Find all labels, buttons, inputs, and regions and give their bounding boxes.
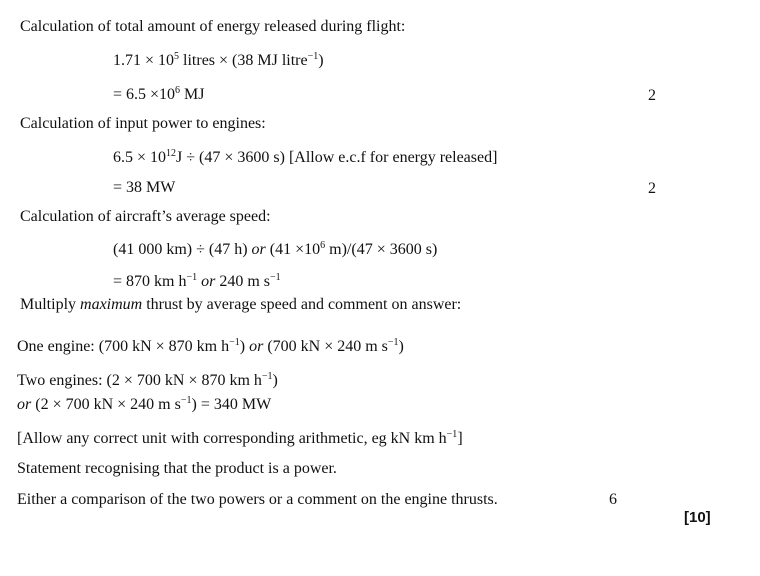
exponent: 6 — [175, 85, 181, 96]
text: Two engines: (2 × 700 kN × 870 km h — [17, 372, 262, 389]
speed-calculation-line — [113, 240, 437, 260]
power-result-line: = 38 MW — [113, 179, 176, 196]
text: ) = 340 MW — [191, 396, 272, 413]
text: = 870 km h — [113, 273, 187, 290]
text: (41 000 km) ÷ (47 h) — [113, 241, 252, 258]
text: thrust by average speed and comment on answer: — [142, 296, 462, 313]
text: 1.71 × 10 — [113, 52, 175, 69]
allow-unit-note — [17, 429, 463, 449]
comparison-line: Either a comparison of the two powers or a comment on the engine thrusts. — [17, 491, 498, 508]
text: ) — [398, 338, 404, 355]
or-italic: or — [251, 241, 266, 258]
mark-thrust: 6 — [609, 491, 617, 508]
exponent: −1 — [446, 429, 458, 440]
exponent: −1 — [387, 337, 399, 348]
text: = 6.5 ×10 — [113, 86, 176, 103]
maximum-italic: maximum — [80, 296, 143, 313]
text: 240 m s — [215, 273, 271, 290]
heading-input-power: Calculation of input power to engines: — [20, 115, 266, 132]
exponent: 5 — [174, 51, 180, 62]
heading-average-speed: Calculation of aircraft’s average speed: — [20, 208, 271, 225]
exponent: −1 — [307, 51, 319, 62]
text: litres × (38 MJ litre — [179, 52, 308, 69]
text: Multiply — [20, 296, 81, 313]
text: 6.5 × 10 — [113, 149, 167, 166]
or-italic: or — [249, 338, 264, 355]
or-italic: or — [197, 273, 216, 290]
text: (41 ×10 — [265, 241, 321, 258]
heading-thrust-speed — [20, 295, 461, 315]
two-engines-line — [17, 371, 278, 391]
total-marks: [10] — [684, 509, 711, 526]
text: ) — [272, 372, 278, 389]
power-calculation-line — [113, 148, 497, 168]
text: [Allow any correct unit with corresponding arithmetic, eg kN km h — [17, 430, 447, 447]
two-engines-alt-line — [17, 395, 271, 415]
statement-power-line: Statement recognising that the product is a power. — [17, 460, 337, 477]
exponent: −1 — [270, 272, 281, 283]
text: ) — [239, 338, 250, 355]
text: J ÷ (47 × 3600 s) [Allow e.c.f for energy released] — [176, 149, 498, 166]
heading-energy-released: Calculation of total amount of energy released during flight: — [20, 18, 406, 35]
energy-calculation-line — [113, 51, 324, 71]
exponent: −1 — [186, 272, 198, 283]
exponent: −1 — [261, 371, 273, 382]
text: (2 × 700 kN × 240 m s — [31, 396, 181, 413]
exponent: 6 — [320, 240, 326, 251]
mark-energy: 2 — [648, 87, 656, 104]
exponent: 12 — [166, 148, 177, 159]
text: MJ — [180, 86, 205, 103]
text: ] — [457, 430, 463, 447]
text: m)/(47 × 3600 s) — [325, 241, 438, 258]
exponent: −1 — [229, 337, 240, 348]
text: ) — [318, 52, 324, 69]
one-engine-line — [17, 337, 404, 357]
text: One engine: (700 kN × 870 km h — [17, 338, 230, 355]
exponent: −1 — [180, 395, 192, 406]
energy-result-line — [113, 85, 205, 105]
or-italic: or — [17, 396, 32, 413]
text: (700 kN × 240 m s — [263, 338, 388, 355]
speed-result-line — [113, 272, 281, 292]
mark-power: 2 — [648, 180, 656, 197]
